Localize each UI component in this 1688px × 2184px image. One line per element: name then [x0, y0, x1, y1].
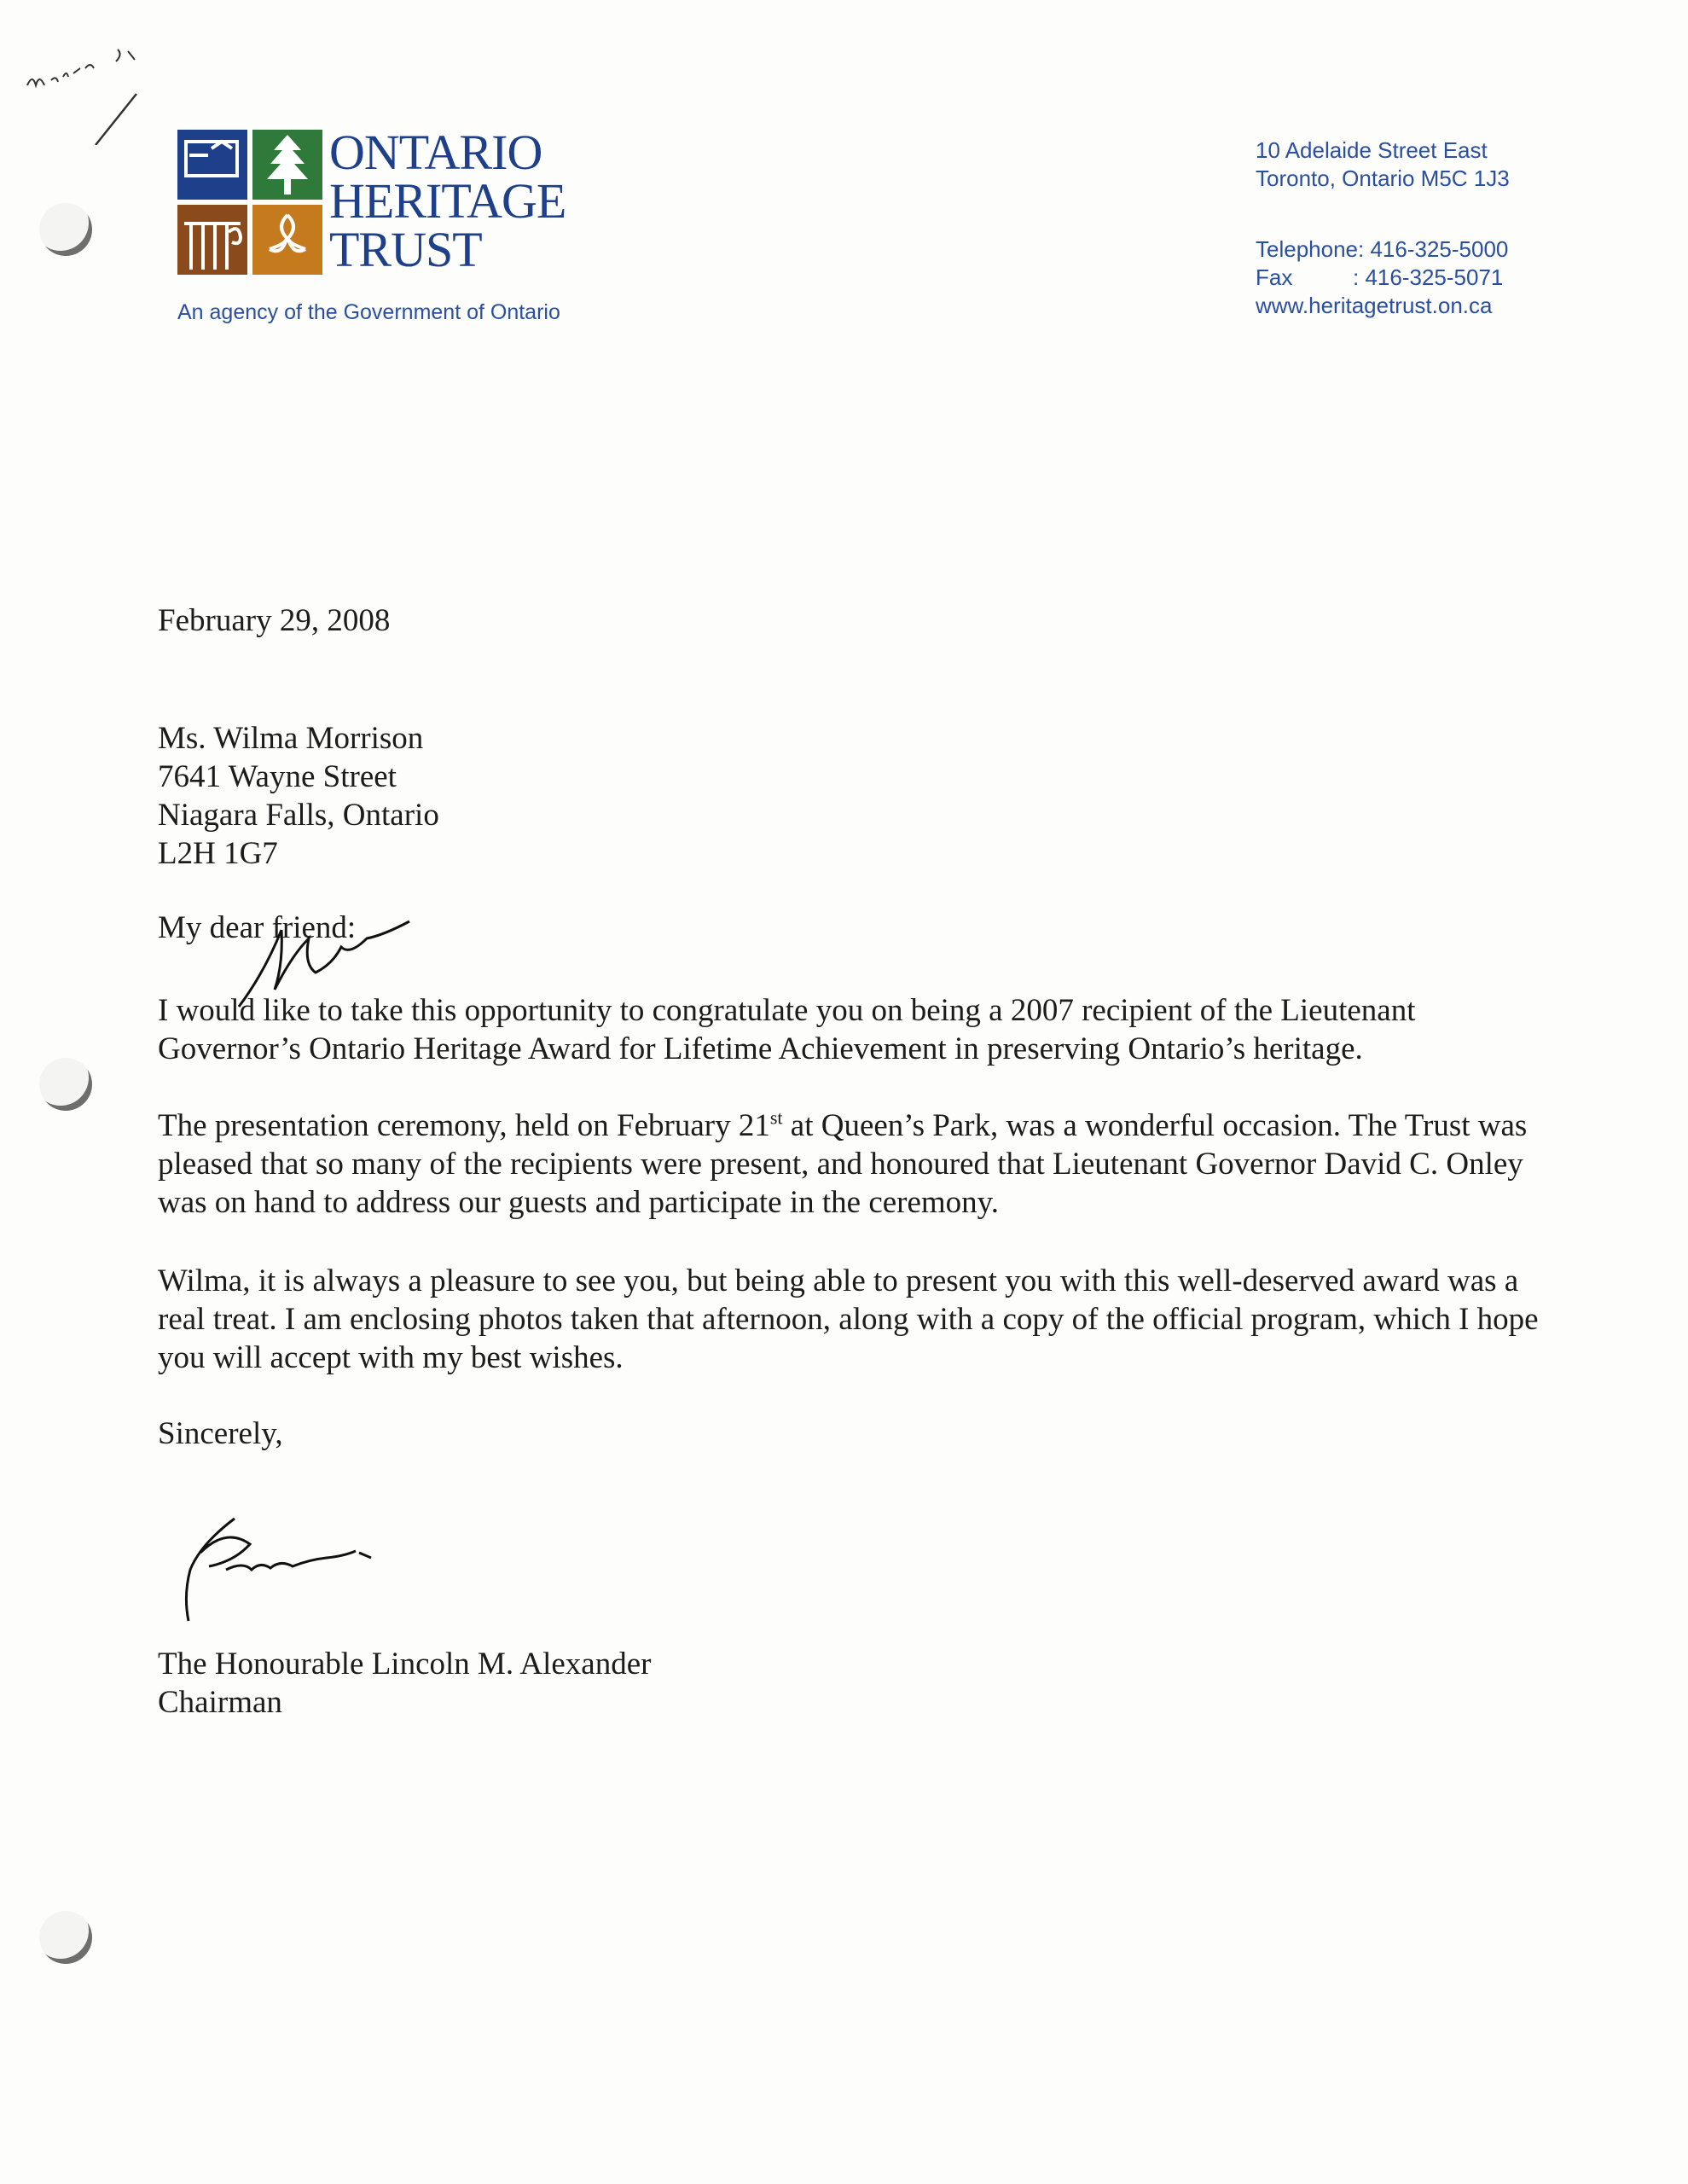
logo-line-1: ONTARIO: [329, 125, 542, 180]
recipient-address: [158, 719, 439, 873]
contact-block: [1256, 136, 1510, 320]
paragraph-2-start: The presentation ceremony, held on February 21: [158, 1108, 770, 1143]
ordinal-suffix: st: [769, 1107, 783, 1129]
telephone-row: [1256, 235, 1510, 264]
letter-date: February 29, 2008: [158, 603, 391, 638]
ontario-heritage-trust-logo: [177, 130, 322, 275]
logo-line-3: TRUST: [329, 222, 482, 277]
punch-hole-middle: [39, 1058, 92, 1111]
recipient-city: Niagara Falls, Ontario: [158, 798, 439, 833]
signer-name: The Honourable Lincoln M. Alexander: [158, 1647, 652, 1682]
punch-hole-top: [39, 203, 92, 256]
address-line-1: 10 Adelaide Street East: [1256, 137, 1488, 163]
closing: Sincerely,: [158, 1416, 283, 1451]
paragraph-2-end: at Queen’s Park, was a wonderful occasion. The Trust was pleased that so many of the recipients were present, and honoured that Lieutenant Governor David C. Onley was on hand to address our guests and participate in the ceremony.: [158, 1108, 1528, 1220]
address-line-2: Toronto, Ontario M5C 1J3: [1256, 166, 1510, 191]
handwritten-initials: [230, 913, 435, 1015]
fax-row: [1256, 264, 1510, 292]
signature-block: [158, 1645, 651, 1722]
logo-line-2: HERITAGE: [329, 173, 566, 229]
handwritten-note-mark: [17, 26, 154, 145]
chairman-signature: [175, 1510, 397, 1638]
agency-tagline: An agency of the Government of Ontario: [177, 300, 560, 324]
punch-hole-bottom: [39, 1911, 92, 1964]
fax-number: : 416-325-5071: [1353, 264, 1504, 290]
recipient-street: 7641 Wayne Street: [158, 759, 397, 794]
signer-title: Chairman: [158, 1685, 282, 1720]
telephone-label: Telephone:: [1256, 236, 1365, 262]
body-paragraph-1: I would like to take this opportunity to congratulate you on being a 2007 recipient of the Lieutenant Governor’s Ontario Heritage Award for Lifetime Achievement in preserving Ontario’s heritage.: [158, 993, 1416, 1066]
salutation: My dear friend:: [158, 910, 357, 945]
fax-label: Fax: [1256, 264, 1293, 290]
body-paragraph-3: Wilma, it is always a pleasure to see you, but being able to present you with this well-deserved award was a real treat. I am enclosing photos taken that afternoon, along with a copy of the official program, which I hope you will accept with my best wishes.: [158, 1263, 1539, 1375]
website-link[interactable]: www.heritagetrust.on.ca: [1256, 293, 1493, 318]
recipient-postal-code: L2H 1G7: [158, 836, 278, 871]
logo-wordmark: [329, 125, 566, 277]
recipient-name: Ms. Wilma Morrison: [158, 721, 424, 756]
telephone-number: 416-325-5000: [1370, 236, 1509, 262]
body-paragraph-2: [158, 1107, 1565, 1222]
